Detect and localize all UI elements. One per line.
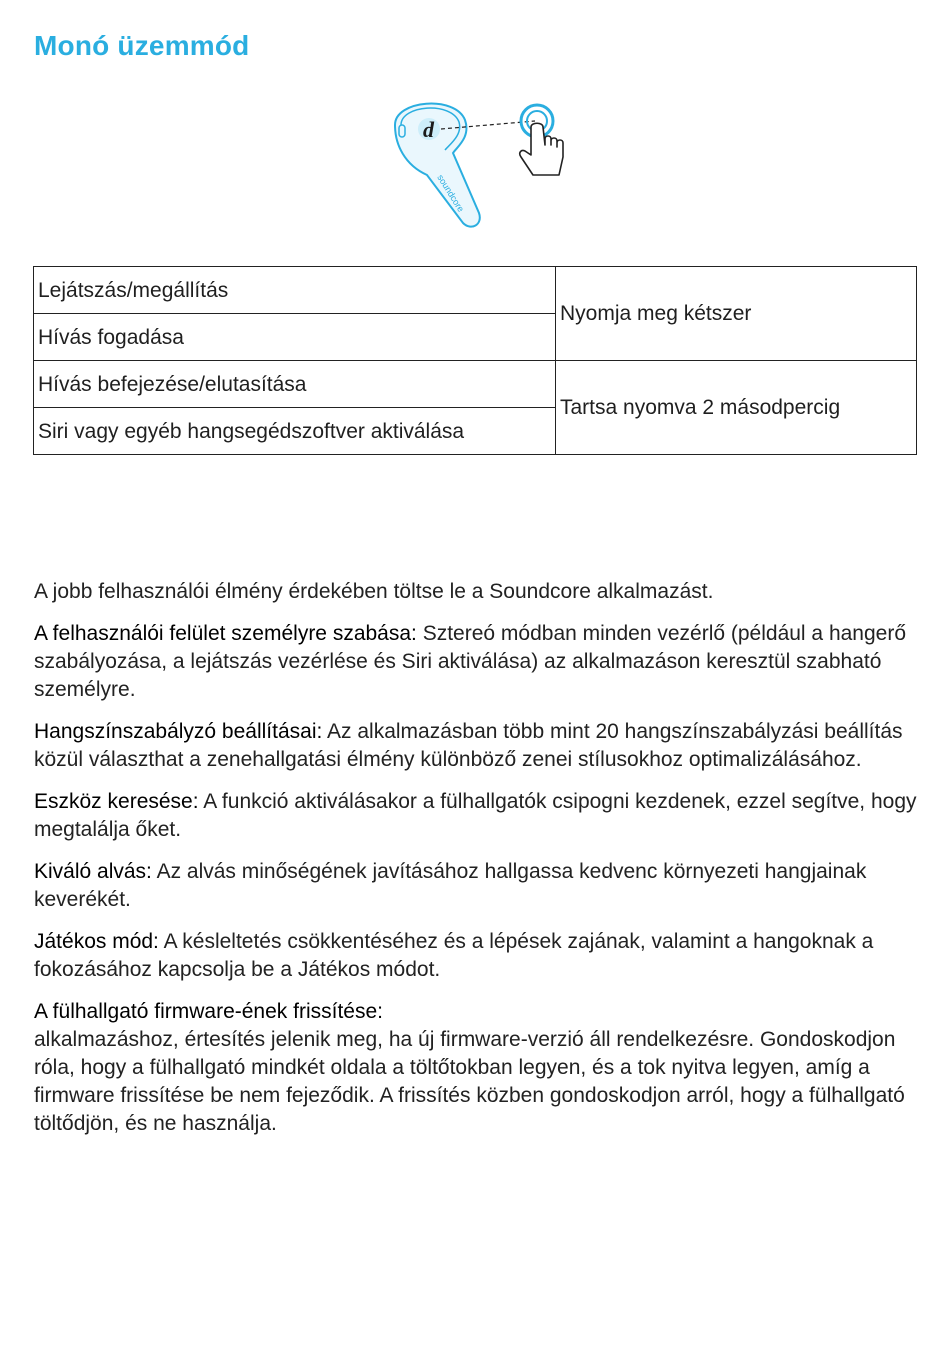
controls-table xyxy=(33,266,917,455)
feature-text: Az alkalmazásban több mint 20 hangszínszabályzási beállítás közül választhat a zenehallgatási élmény különböző zenei stílusokhoz optimalizálásához. xyxy=(34,720,903,771)
action-cell: Hívás fogadása xyxy=(34,314,556,361)
page-title: Monó üzemmód xyxy=(34,30,250,61)
feature-text: Sztereó módban minden vezérlő (például a hangerő szabályozása, a lejátszás vezérlése és Siri aktiválása) az alkalmazáson keresztül szabható személyre. xyxy=(34,622,907,701)
firmware-paragraph xyxy=(34,998,924,1138)
firmware-text: alkalmazáshoz, értesítés jelenik meg, ha új firmware-verzió áll rendelkezésre. Gondoskodjon róla, hogy a fülhallgató mindkét oldala a töltőtokban legyen, és a tok nyitva legyen, amíg a firmware frissítése be nem fejeződik. A frissítés közben gondoskodjon arról, hogy a fülhallgató töltődjön, és ne használja. xyxy=(34,1028,905,1135)
feature-label: Játékos mód: xyxy=(34,930,159,953)
feature-paragraph xyxy=(34,620,924,704)
feature-paragraph xyxy=(34,858,924,914)
table-row xyxy=(34,267,917,314)
feature-label: Hangszínszabályzó beállításai: xyxy=(34,720,323,743)
firmware-label: A fülhallgató firmware-ének frissítése: xyxy=(34,1000,383,1023)
gesture-cell: Tartsa nyomva 2 másodpercig xyxy=(556,361,917,455)
action-cell: Hívás befejezése/elutasítása xyxy=(34,361,556,408)
gesture-cell: Nyomja meg kétszer xyxy=(556,267,917,361)
feature-paragraph xyxy=(34,718,924,774)
app-intro: A jobb felhasználói élmény érdekében töltse le a Soundcore alkalmazást. xyxy=(34,580,714,603)
app-features-section xyxy=(34,578,924,1152)
action-cell: Lejátszás/megállítás xyxy=(34,267,556,314)
feature-label: A felhasználói felület személyre szabása: xyxy=(34,622,417,645)
soundcore-logo: d xyxy=(423,117,434,142)
feature-text: Az alvás minőségének javításához hallgassa kedvenc környezeti hangjainak keverékét. xyxy=(34,860,867,911)
feature-text: A funkció aktiválásakor a fülhallgatók csipogni kezdenek, ezzel segítve, hogy megtalálja őket. xyxy=(34,790,917,841)
earbud-tap-illustration xyxy=(385,95,575,235)
earbud-icon xyxy=(395,104,480,227)
table-row xyxy=(34,361,917,408)
feature-label: Eszköz keresése: xyxy=(34,790,199,813)
feature-text: A késleltetés csökkentéséhez és a lépések zajának, valamint a hangoknak a fokozásához kapcsolja be a Játékos módot. xyxy=(34,930,874,981)
feature-label: Kiváló alvás: xyxy=(34,860,152,883)
action-cell: Siri vagy egyéb hangsegédszoftver aktiválása xyxy=(34,408,556,455)
tap-hand-icon xyxy=(520,105,563,175)
brand-label: soundcore xyxy=(435,172,467,214)
feature-paragraph xyxy=(34,788,924,844)
feature-paragraph xyxy=(34,928,924,984)
